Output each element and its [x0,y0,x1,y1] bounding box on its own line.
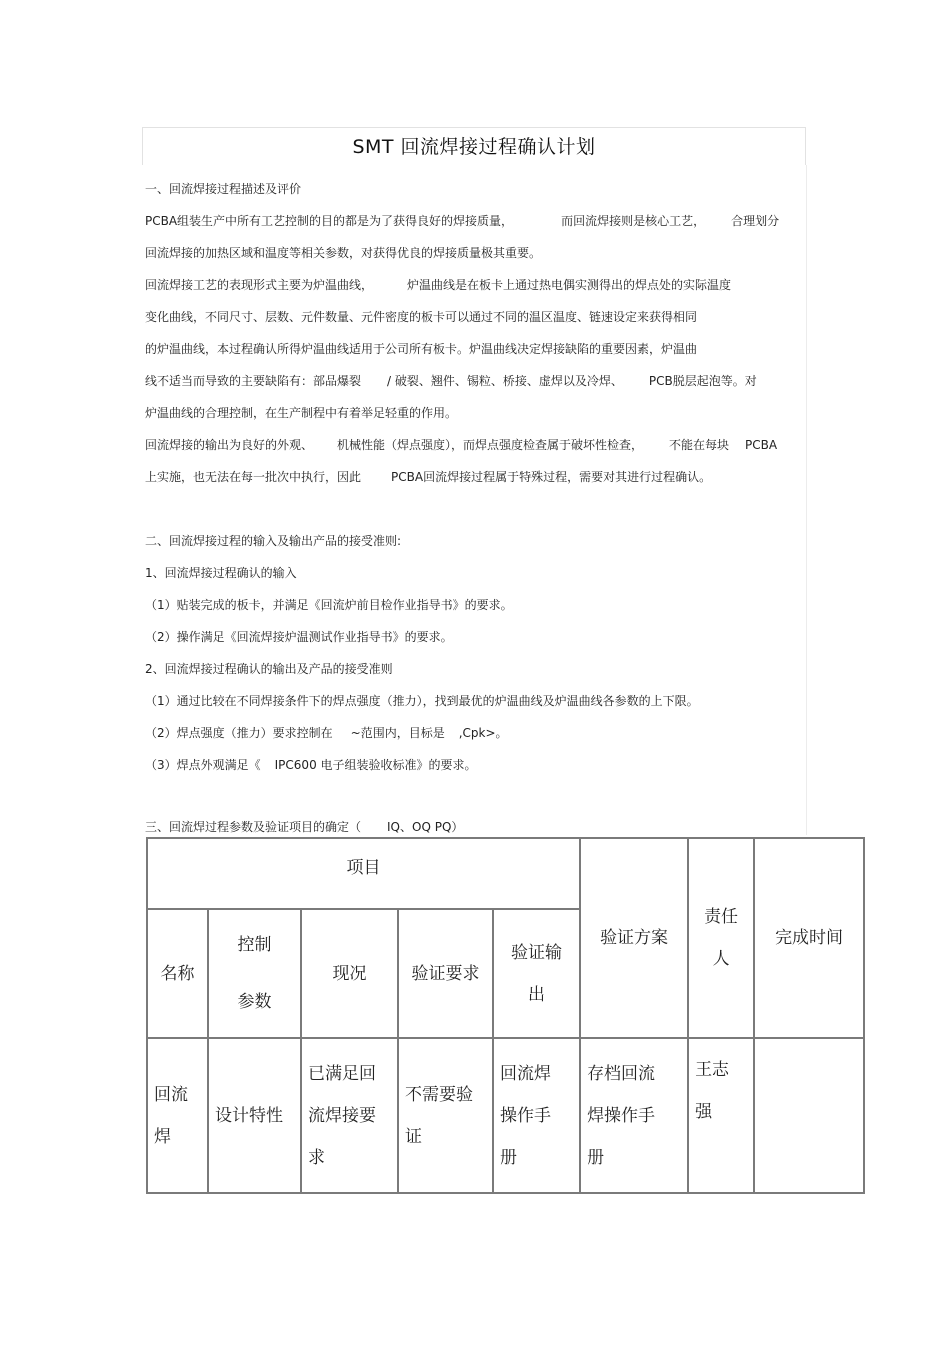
header-project: 项目 [147,838,580,909]
cell-owner: 王志 强 [688,1038,754,1193]
s1-line-5: 的炉温曲线，本过程确认所得炉温曲线适用于公司所有板卡。炉温曲线决定焊接缺陷的重要因素，炉温曲 [145,342,698,356]
s1-line-7: 炉温曲线的合理控制，在生产制程中有着举足轻重的作用。 [145,406,458,420]
section3-heading: 三、回流焊过程参数及验证项目的确定（ IQ、OQ PQ） [145,820,464,834]
table-row [147,1038,864,1193]
verification-table [146,837,865,1194]
header-output: 验证输 出 [493,909,580,1038]
cell-param: 设计特性 [208,1038,301,1193]
header-requirement: 验证要求 [398,909,493,1038]
s1-line-8: 回流焊接的输出为良好的外观、 机械性能（焊点强度），而焊点强度检查属于破坏性检查， 不能在每块 PCBA [145,438,778,452]
header-time: 完成时间 [754,838,864,1038]
header-name: 名称 [147,909,208,1038]
section2-sub2-item-2: （2）焊点强度（推力）要求控制在 ~范围内，目标是 ,Cpk>。 [145,726,508,740]
cell-requirement: 不需要验 证 [398,1038,493,1193]
s1-line-1: PCBA组装生产中所有工艺控制的目的都是为了获得良好的焊接质量， 而回流焊接则是核心工艺， 合理划分 [145,214,780,228]
section2-sub2-item-3: （3）焊点外观满足《 IPC600 电子组装验收标准》的要求。 [145,758,477,772]
section2-sub2-item-1: （1）通过比较在不同焊接条件下的焊点强度（推力），找到最优的炉温曲线及炉温曲线各参数的上下限。 [145,694,699,708]
section2-heading: 二、回流焊接过程的输入及输出产品的接受准则: [145,534,402,548]
cell-status: 已满足回 流焊接要 求 [301,1038,398,1193]
header-param: 控制 参数 [208,909,301,1038]
section2-sub2: 2、回流焊接过程确认的输出及产品的接受准则 [145,662,393,676]
header-plan: 验证方案 [580,838,688,1038]
s1-line-9: 上实施，也无法在每一批次中执行，因此 PCBA回流焊接过程属于特殊过程，需要对其进行过程确认。 [145,470,712,484]
cell-time [754,1038,864,1193]
header-owner: 责任 人 [688,838,754,1038]
title-box [142,127,806,165]
cell-name: 回流 焊 [147,1038,208,1193]
section2-sub1-item-1: （1）贴装完成的板卡，并满足《回流炉前目检作业指导书》的要求。 [145,598,513,612]
header-status: 现况 [301,909,398,1038]
s1-line-3: 回流焊接工艺的表现形式主要为炉温曲线， 炉温曲线是在板卡上通过热电偶实测得出的焊点处的实际温度 [145,278,732,292]
section1-heading: 一、回流焊接过程描述及评价 [145,182,302,196]
cell-output: 回流焊 操作手 册 [493,1038,580,1193]
page-title: SMT 回流焊接过程确认计划 [352,136,596,158]
cell-plan: 存档回流 焊操作手 册 [580,1038,688,1193]
margin-rule [806,165,807,835]
s1-line-6: 线不适当而导致的主要缺陷有：部品爆裂 / 破裂、翘件、锡粒、桥接、虚焊以及冷焊、 PCB脱层起泡等。对 [145,374,757,388]
s1-line-4: 变化曲线，不同尺寸、层数、元件数量、元件密度的板卡可以通过不同的温区温度、链速设定来获得相同 [145,310,698,324]
s1-line-2: 回流焊接的加热区域和温度等相关参数，对获得优良的焊接质量极其重要。 [145,246,542,260]
section2-sub1: 1、回流焊接过程确认的输入 [145,566,297,580]
section2-sub1-item-2: （2）操作满足《回流焊接炉温测试作业指导书》的要求。 [145,630,453,644]
